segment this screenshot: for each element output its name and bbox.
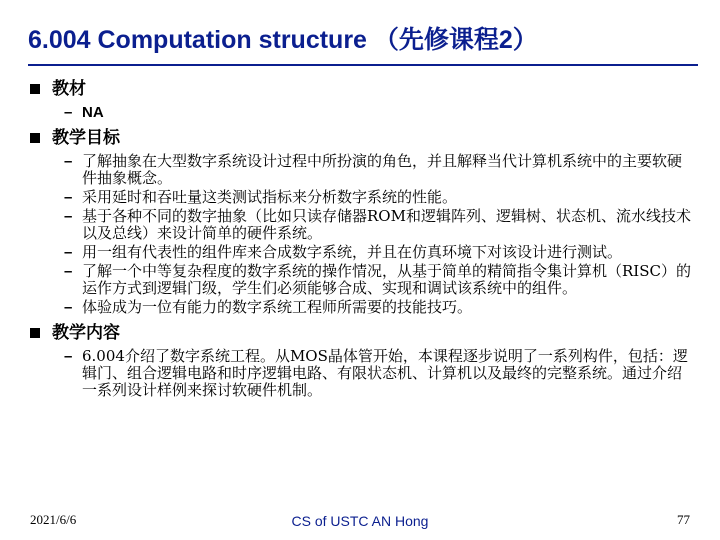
slide-title: 6.004 Computation structure （先修课程2） [28, 26, 538, 54]
list-item-text: 用一组有代表性的组件库来合成数字系统，并且在仿真环境下对该设计进行测试。 [82, 243, 623, 261]
square-bullet-icon [30, 328, 40, 338]
list-item [64, 189, 694, 206]
list-item-text: 了解抽象在大型数字系统设计过程中所扮演的角色，并且解释当代计算机系统中的主要软硬件抽象概念。 [82, 152, 683, 187]
slide-content [30, 78, 695, 405]
section-heading-text: 教材 [52, 79, 86, 98]
section-heading-text: 教学目标 [52, 128, 120, 147]
list-item [64, 104, 694, 121]
list-item-text: 采用延时和吞吐量这类测试指标来分析数字系统的性能。 [82, 188, 458, 206]
dash-bullet-icon: – [64, 153, 73, 170]
dash-bullet-icon: – [64, 348, 73, 365]
title-divider [28, 64, 698, 66]
section-heading [30, 127, 695, 149]
section-heading-text: 教学内容 [52, 323, 120, 342]
list-item-text: 6.004介绍了数字系统工程。从MOS晶体管开始，本课程逐步说明了一系列构件，包括：逻辑门、组合逻辑电路和时序逻辑电路、有限状态机、计算机以及最终的完整系统。通过介绍一系列设计样例来探讨软硬件机制。 [82, 347, 688, 399]
dash-bullet-icon: – [64, 299, 73, 316]
list-item [64, 244, 694, 261]
list-item [64, 263, 694, 297]
list-item-text: 基于各种不同的数字抽象（比如只读存储器ROM和逻辑阵列、逻辑树、状态机、流水线技术以及总线）来设计简单的硬件系统。 [82, 207, 691, 242]
footer-date: 2021/6/6 [30, 512, 77, 527]
section-heading [30, 78, 695, 100]
page-number: 77 [677, 512, 690, 527]
square-bullet-icon [30, 133, 40, 143]
list-item-text: NA [82, 104, 104, 121]
list-item [64, 153, 694, 187]
section-goals [30, 127, 695, 316]
dash-bullet-icon: – [64, 104, 73, 121]
section-content [30, 322, 695, 399]
dash-bullet-icon: – [64, 208, 73, 225]
section-heading [30, 322, 695, 344]
list-item [64, 299, 694, 316]
footer-author: CS of USTC AN Hong [291, 513, 429, 529]
dash-bullet-icon: – [64, 263, 73, 280]
list-item [64, 208, 694, 242]
dash-bullet-icon: – [64, 244, 73, 261]
list-item-text: 体验成为一位有能力的数字系统工程师所需要的技能技巧。 [82, 298, 473, 316]
square-bullet-icon [30, 84, 40, 94]
section-textbook [30, 78, 695, 121]
list-item [64, 348, 694, 399]
list-item-text: 了解一个中等复杂程度的数字系统的操作情况，从基于简单的精简指令集计算机（RISC）的运作方式到逻辑门级，学生们必须能够合成、实现和调试该系统中的组件。 [82, 262, 691, 297]
dash-bullet-icon: – [64, 189, 73, 206]
